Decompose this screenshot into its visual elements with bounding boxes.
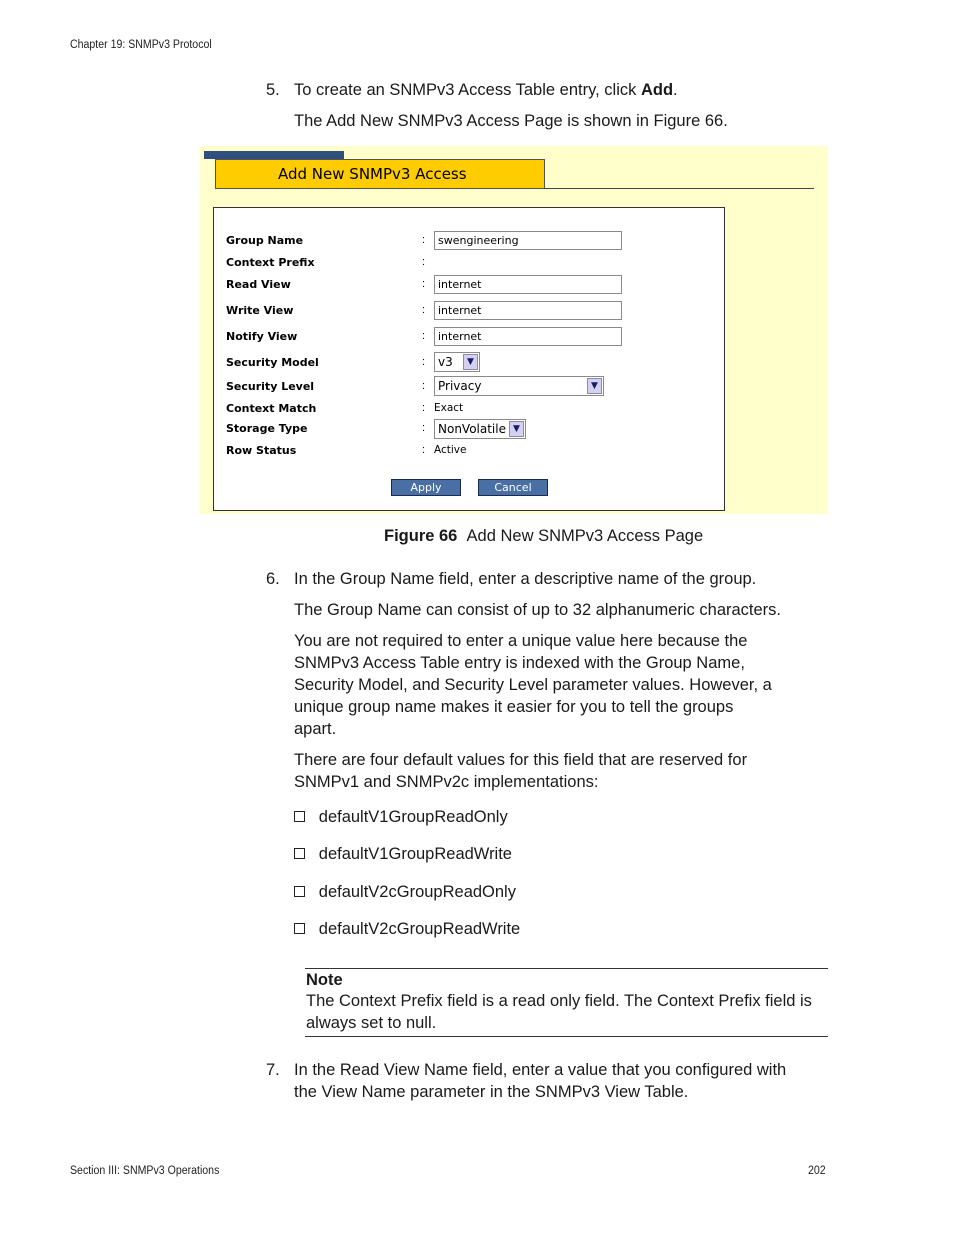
write-view-label: Write View [226,304,294,317]
note-bottom-rule [305,1036,828,1037]
step-5-text-before: To create an SNMPv3 Access Table entry, click [294,81,641,99]
context-match-value: Exact [434,402,464,414]
step-5-number: 5. [266,81,280,99]
tab-divider [544,188,814,189]
security-model-label: Security Model [226,356,319,369]
security-level-label: Security Level [226,380,315,393]
checkbox-bullet-icon [294,848,305,859]
note-top-rule [305,968,828,969]
notify-view-label: Notify View [226,330,298,343]
storage-type-colon: : [422,422,426,434]
row-status-colon: : [422,444,426,456]
chevron-down-icon[interactable]: ▼ [509,421,524,437]
security-model-value: v3 [438,355,453,369]
checkbox-bullet-icon [294,886,305,897]
security-level-select[interactable] [434,376,604,396]
step-6-paragraph-3 [294,749,747,793]
list-item [294,920,520,939]
step-7-number: 7. [266,1061,280,1079]
group-name-colon: : [422,234,426,246]
paragraph-line: In the Read View Name field, enter a value that you configured with [294,1061,787,1079]
apply-button[interactable]: Apply [391,479,461,496]
write-view-input[interactable]: internet [434,301,622,320]
list-item-text: defaultV1GroupReadOnly [318,808,508,826]
notify-view-colon: : [422,330,426,342]
context-prefix-colon: : [422,256,426,268]
notify-view-input[interactable]: internet [434,327,622,346]
write-view-colon: : [422,304,426,316]
security-level-value: Privacy [438,379,482,393]
security-level-colon: : [422,380,426,392]
note-title: Note [306,971,343,989]
context-match-label: Context Match [226,402,317,415]
checkbox-bullet-icon [294,923,305,934]
step-5-text-after: . [673,81,678,99]
paragraph-line: the View Name parameter in the SNMPv3 View Table. [294,1083,689,1101]
step-6-number: 6. [266,570,280,588]
paragraph-line: SNMPv3 Access Table entry is indexed with the Group Name, [294,654,745,672]
checkbox-bullet-icon [294,811,305,822]
list-item-text: defaultV2cGroupReadOnly [318,883,516,901]
step-6-text: In the Group Name field, enter a descriptive name of the group. [294,570,757,588]
storage-type-value: NonVolatile [438,422,506,436]
security-model-colon: : [422,356,426,368]
chevron-down-icon[interactable]: ▼ [463,354,478,370]
page-number: 202 [808,1165,826,1177]
chevron-down-icon[interactable]: ▼ [587,378,602,394]
paragraph-line: There are four default values for this field that are reserved for [294,751,748,769]
paragraph-line: Security Model, and Security Level parameter values. However, a [294,676,772,694]
paragraph-line: apart. [294,720,337,738]
row-status-value: Active [434,444,467,456]
read-view-colon: : [422,278,426,290]
screenshot-figure [200,146,828,514]
figure-label: Figure 66 [384,527,458,545]
context-match-colon: : [422,402,426,414]
storage-type-label: Storage Type [226,422,308,435]
chapter-header: Chapter 19: SNMPv3 Protocol [70,39,212,51]
cancel-button[interactable]: Cancel [478,479,548,496]
security-model-select[interactable] [434,352,480,372]
step-6-paragraph-1: The Group Name can consist of up to 32 alphanumeric characters. [294,601,781,619]
step-5-bold-add: Add [640,81,674,99]
step-7-text [294,1059,786,1103]
paragraph-line: unique group name makes it easier for you to tell the groups [294,698,734,716]
figure-caption [384,527,703,546]
figure-title: Add New SNMPv3 Access Page [466,527,704,545]
step-5-text [294,79,678,101]
note-line: The Context Prefix field is a read only field. The Context Prefix field is [306,992,812,1010]
list-item [294,808,508,827]
read-view-label: Read View [226,278,291,291]
page-tab [215,159,545,189]
access-form [213,207,725,511]
group-name-input[interactable]: swengineering [434,231,622,250]
tab-top-bar [204,151,344,159]
paragraph-line: SNMPv1 and SNMPv2c implementations: [294,773,599,791]
note-line: always set to null. [306,1014,437,1032]
context-prefix-label: Context Prefix [226,256,315,269]
paragraph-line: You are not required to enter a unique value here because the [294,632,748,650]
note-body [306,990,812,1034]
list-item-text: defaultV1GroupReadWrite [318,845,512,863]
footer-section: Section III: SNMPv3 Operations [70,1165,220,1177]
storage-type-select[interactable] [434,419,526,439]
list-item [294,845,512,864]
step-6-paragraph-2 [294,630,772,740]
step-5-followup: The Add New SNMPv3 Access Page is shown in Figure 66. [294,112,728,130]
list-item [294,883,516,902]
list-item-text: defaultV2cGroupReadWrite [318,920,521,938]
row-status-label: Row Status [226,444,297,457]
page-tab-title: Add New SNMPv3 Access [278,165,467,183]
group-name-label: Group Name [226,234,304,247]
read-view-input[interactable]: internet [434,275,622,294]
